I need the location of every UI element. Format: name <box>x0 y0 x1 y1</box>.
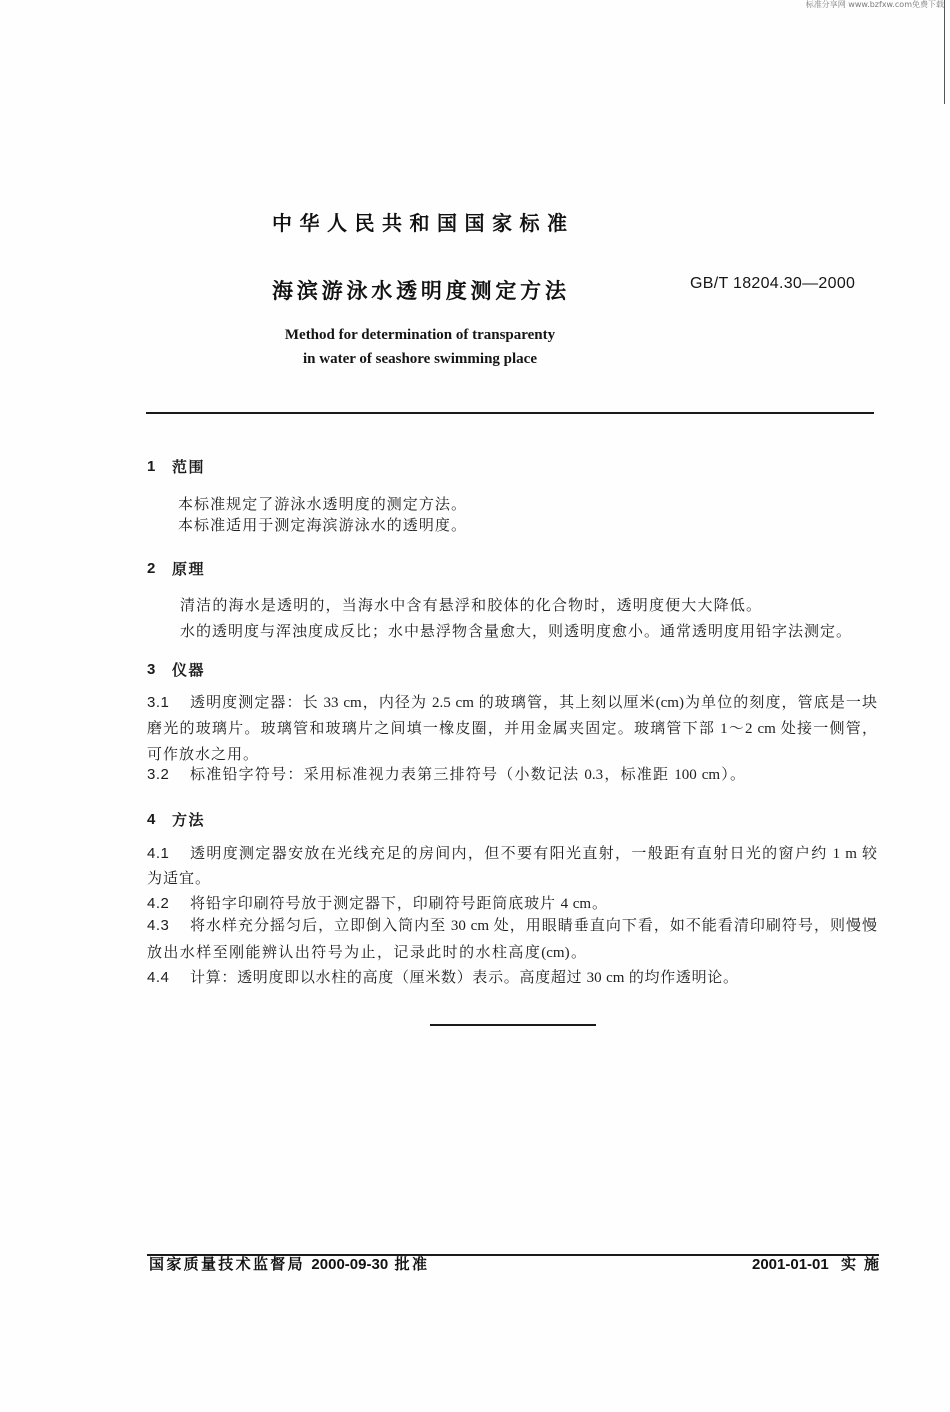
section-2-title: 原理 <box>172 560 206 578</box>
document-title-en-line-1: Method for determination of transparenty <box>284 327 556 343</box>
clause-3-1-number: 3.1 <box>147 694 170 711</box>
section-1-number: 1 <box>147 458 156 475</box>
clause-4-3-line-1: 将水样充分摇匀后，立即倒入筒内至 30 cm 处，用眼睛垂直向下看，如不能看清印刷符号，则慢慢 <box>190 918 877 934</box>
section-2-number: 2 <box>147 560 156 577</box>
site-watermark: 标准分享网 www.bzfxw.com免费下载 <box>805 0 944 9</box>
section-3-number: 3 <box>147 661 156 678</box>
national-standard-heading: 中华人民共和国国家标准 <box>272 211 567 235</box>
section-4-title: 方法 <box>172 811 206 829</box>
clause-4-1-line-1: 透明度测定器安放在光线充足的房间内，但不要有阳光直射，一般距有直射日光的窗户约 1 m 较 <box>190 846 877 862</box>
section-1-title: 范围 <box>172 458 206 476</box>
clause-4-4-number: 4.4 <box>147 969 170 986</box>
header-divider <box>146 412 874 414</box>
clause-4-3-line-2: 放出水样至刚能辨认出符号为止，记录此时的水柱高度(cm)。 <box>147 945 586 961</box>
clause-3-1-line-1: 透明度测定器：长 33 cm，内径为 2.5 cm 的玻璃管，其上刻以厘米(cm)为单位的刻度，管底是一块 <box>190 695 877 711</box>
clause-4-2-number: 4.2 <box>147 895 170 912</box>
clause-4-1-line-2: 为适宜。 <box>147 871 212 887</box>
clause-3-2-number: 3.2 <box>147 766 170 783</box>
scope-paragraph-2: 本标准适用于测定海滨游泳水的透明度。 <box>178 518 466 534</box>
clause-3-1-line-3: 可作放水之用。 <box>147 747 260 763</box>
approval-statement: 国家质量技术监督局 2000-09-30 批准 <box>149 1256 427 1273</box>
principle-paragraph-1: 清洁的海水是透明的，当海水中含有悬浮和胶体的化合物时，透明度便大大降低。 <box>180 598 761 614</box>
scan-edge-line <box>944 0 945 104</box>
standard-code: GB/T 18204.30—2000 <box>690 275 856 292</box>
principle-paragraph-2: 水的透明度与浑浊度成反比；水中悬浮物含量愈大，则透明度愈小。通常透明度用铅字法测定。 <box>180 624 851 640</box>
scope-paragraph-1: 本标准规定了游泳水透明度的测定方法。 <box>178 497 466 513</box>
implementation-date: 2001-01-01 实施 <box>752 1256 879 1273</box>
clause-3-2-line-1: 标准铅字符号：采用标准视力表第三排符号（小数记法 0.3，标准距 100 cm）。 <box>190 767 745 783</box>
clause-4-4-line-1: 计算：透明度即以水柱的高度（厘米数）表示。高度超过 30 cm 的均作透明论。 <box>190 970 738 986</box>
end-of-text-rule <box>430 1024 596 1026</box>
section-3-title: 仪器 <box>172 661 206 679</box>
document-title-zh: 海滨游泳水透明度测定方法 <box>272 279 566 303</box>
clause-4-1-number: 4.1 <box>147 845 170 862</box>
clause-4-3-number: 4.3 <box>147 917 170 934</box>
clause-4-2-line-1: 将铅字印刷符号放于测定器下，印刷符号距筒底玻片 4 cm。 <box>190 896 607 912</box>
document-title-en-line-2: in water of seashore swimming place <box>302 351 537 367</box>
section-4-number: 4 <box>147 811 156 828</box>
clause-3-1-line-2: 磨光的玻璃片。玻璃管和玻璃片之间填一橡皮圈，并用金属夹固定。玻璃管下部 1～2 cm 处接一侧管， <box>147 721 877 737</box>
